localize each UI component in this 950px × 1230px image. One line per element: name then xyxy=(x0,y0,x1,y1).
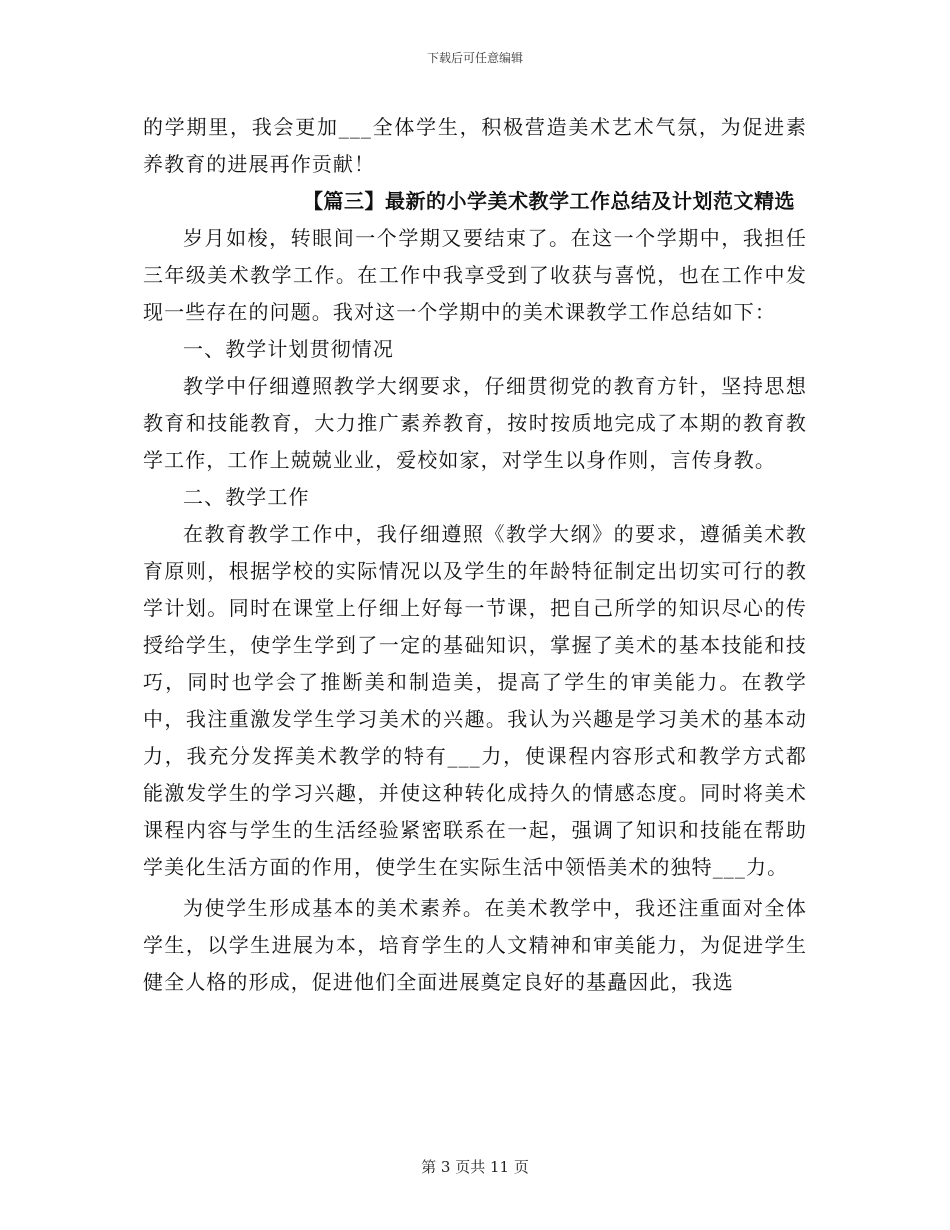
section-heading-2: 二、教学工作 xyxy=(183,485,310,509)
section-title: 【篇三】最新的小学美术教学工作总结及计划范文精选 xyxy=(303,189,795,213)
header-note: 下载后可任意编辑 xyxy=(426,51,523,65)
document-body xyxy=(143,109,807,1001)
intro-paragraph: 岁月如梭，转眼间一个学期又要结束了。在这一个学期中，我担任三年级美术教学工作。在工作中我享受到了收获与喜悦，也在工作中发现一些存在的问题。我对这一个学期中的美术课教学工作总结如下： xyxy=(143,226,807,324)
paragraph-2: 在教育教学工作中，我仔细遵照《教学大纲》的要求，遵循美术教育原则，根据学校的实际情况以及学生的年龄特征制定出切实可行的教学计划。同时在课堂上仔细上好每一节课，把自己所学的知识尽心的传授给学生，使学生学到了一定的基础知识，掌握了美术的基本技能和技巧，同时也学会了推断美和制造美，提高了学生的审美能力。在教学中，我注重激发学生学习美术的兴趣。我认为兴趣是学习美术的基本动力，我充分发挥美术教学的特有___力，使课程内容形式和教学方式都能激发学生的学习兴趣，并使这种转化成持久的情感态度。同时将美术课程内容与学生的生活经验紧密联系在一起，强调了知识和技能在帮助学美化生活方面的作用，使学生在实际生活中领悟美术的独特___力。 xyxy=(143,522,807,879)
paragraph-1: 教学中仔细遵照教学大纲要求，仔细贯彻党的教育方针，坚持思想教育和技能教育，大力推广素养教育，按时按质地完成了本期的教育教学工作，工作上兢兢业业，爱校如家，对学生以身作则，言传身教。 xyxy=(143,374,807,472)
paragraph-3: 为使学生形成基本的美术素养。在美术教学中，我还注重面对全体学生，以学生进展为本，培育学生的人文精神和审美能力，为促进学生健全人格的形成，促进他们全面进展奠定良好的基矗因此，我选 xyxy=(143,896,807,994)
lead-paragraph: 的学期里，我会更加___全体学生，积极营造美术艺术气氛，为促进素养教育的进展再作贡献！ xyxy=(143,115,807,176)
section-heading-1: 一、教学计划贯彻情况 xyxy=(183,337,394,361)
page-indicator: 第 3 页共 11 页 xyxy=(421,1158,529,1176)
